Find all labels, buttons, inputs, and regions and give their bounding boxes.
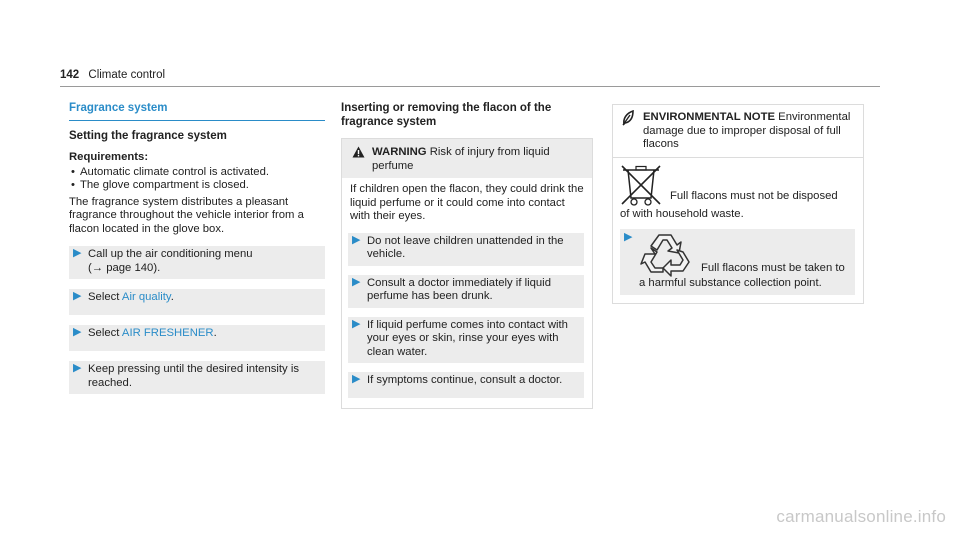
- arrow-right-icon: ▶: [73, 247, 82, 259]
- watermark: carmanualsonline.info: [776, 507, 946, 526]
- section-name: Climate control: [88, 69, 166, 81]
- environmental-note-label: ENVIRONMENTAL NOTE: [643, 111, 776, 123]
- page-number: 142: [60, 69, 80, 81]
- description-paragraph: The fragrance system distributes a pleasant fragrance throughout the vehicle interior from a flacon located in the glove box.: [69, 195, 304, 235]
- arrow-right-icon: ▶: [624, 231, 633, 243]
- air-quality-link[interactable]: Air quality: [121, 291, 171, 303]
- header-rule: [60, 86, 880, 87]
- step-select-air-quality: ▶ Select Air quality.: [69, 289, 325, 315]
- warning-step: ▶ Consult a doctor immediately if liquid perfume has been drunk.: [348, 275, 584, 308]
- arrow-right-icon: ▶: [352, 233, 361, 246]
- recycle-text-line-1: Full flacons must be taken to: [701, 261, 845, 274]
- environmental-note-text: Environmental damage due to improper disposal of full flacons: [643, 111, 851, 150]
- column-environmental-note: [612, 104, 864, 304]
- arrow-right-icon: ▶: [352, 317, 361, 330]
- recycle-step: [620, 229, 855, 295]
- warning-triangle-icon: [352, 146, 365, 158]
- column-fragrance-system: [69, 102, 325, 394]
- recycle-row: [639, 231, 855, 277]
- arrow-right-icon: ▶: [73, 326, 82, 338]
- recycle-icon: [639, 231, 695, 277]
- crossed-bin-icon: [620, 164, 662, 208]
- arrow-right-icon: ▶: [352, 275, 361, 288]
- bin-text-line-2: of with household waste.: [620, 207, 744, 220]
- bullet-icon: •: [71, 179, 75, 191]
- subsection-title: Inserting or removing the flacon of the fragrance system: [341, 102, 552, 128]
- step-call-up-menu: ▶ Call up the air conditioning menu (→ page 140).: [69, 246, 325, 279]
- bullet-icon: •: [71, 165, 75, 178]
- arrow-right-icon: ▶: [352, 373, 361, 385]
- step-keep-pressing: ▶ Keep pressing until the desired intensity is reached.: [69, 361, 325, 394]
- recycle-text-line-2: a harmful substance collection point.: [639, 277, 822, 289]
- bin-row: [620, 164, 855, 208]
- arrow-right-icon: ▶: [73, 290, 82, 302]
- warning-label: WARNING: [372, 146, 427, 158]
- warning-body: [342, 178, 592, 408]
- warning-box: [341, 138, 593, 409]
- requirements-label: Requirements:: [69, 151, 149, 163]
- warning-step: ▶ If symptoms continue, consult a doctor.: [348, 372, 584, 398]
- subsection-title: Setting the fragrance system: [69, 129, 227, 142]
- environment-leaf-icon: [621, 110, 635, 126]
- column-inserting-flacon: [341, 102, 593, 409]
- warning-step: ▶ Do not leave children unattended in the vehicle.: [348, 233, 584, 266]
- page-header: [60, 69, 165, 81]
- warning-text: Risk of injury from liquid perfume: [372, 146, 550, 172]
- warning-description: If children open the flacon, they could drink the liquid perfume or it could come into contact with their eyes.: [350, 183, 584, 222]
- arrow-right-icon: ▶: [73, 362, 82, 374]
- bin-text-line-1: Full flacons must not be disposed: [670, 190, 838, 202]
- air-freshener-link[interactable]: AIR FRESHENER: [121, 327, 214, 339]
- warning-header: [342, 139, 592, 178]
- warning-step: ▶ If liquid perfume comes into contact with your eyes or skin, rinse your eyes with clean water.: [348, 317, 584, 364]
- requirement-item: • Automatic climate control is activated.: [71, 165, 269, 178]
- environmental-note-header: [613, 105, 863, 157]
- page-reference-link[interactable]: (→ page 140).: [88, 261, 161, 274]
- step-select-air-freshener: ▶ Select AIR FRESHENER.: [69, 325, 325, 351]
- requirement-item: • The glove compartment is closed.: [71, 179, 249, 191]
- section-title: Fragrance system: [69, 102, 325, 121]
- environmental-note-box: [612, 104, 864, 304]
- environmental-note-body: [613, 157, 863, 303]
